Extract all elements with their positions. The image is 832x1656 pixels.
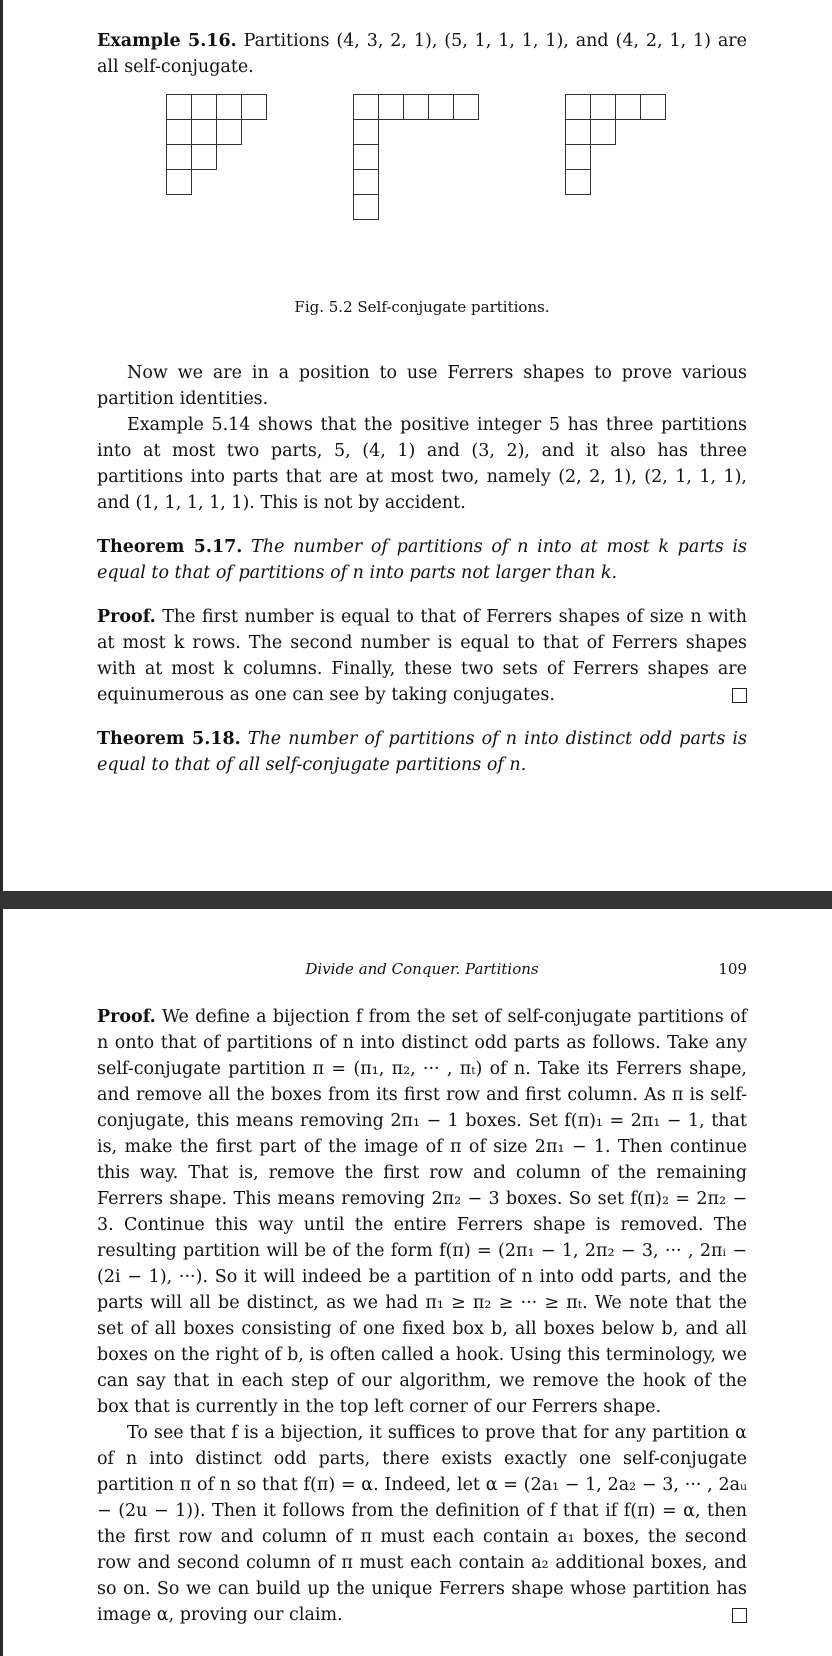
ferrers-box bbox=[191, 119, 217, 145]
ferrers-box bbox=[166, 169, 192, 195]
ferrers-box bbox=[590, 119, 616, 145]
proof-label: Proof. bbox=[97, 607, 156, 627]
ferrers-box bbox=[453, 94, 479, 120]
proof-theorem-5-18 bbox=[97, 1004, 747, 1420]
paragraph-example-5-14: Example 5.14 shows that the positive integer 5 has three partitions into at most two parts, 5, (4, 1) and (3, 2), and it also has three partitions into parts that are at most two, namely (2, 2, 1), (2, 1, 1, 1), and (1, 1, 1, 1, 1). This is not by accident. bbox=[97, 415, 747, 513]
ferrers-box bbox=[565, 119, 591, 145]
ferrers-box bbox=[353, 169, 379, 195]
ferrers-box bbox=[191, 144, 217, 170]
example-5-16 bbox=[97, 28, 747, 80]
proof2-label: Proof. bbox=[97, 1007, 156, 1027]
qed-icon bbox=[732, 1608, 747, 1623]
theorem-5-18-text: The number of partitions of n into distinct odd parts is equal to that of all self-conjugate partitions of n. bbox=[97, 729, 747, 775]
ferrers-box bbox=[565, 169, 591, 195]
figure-caption: Fig. 5.2 Self-conjugate partitions. bbox=[294, 298, 550, 316]
running-head bbox=[97, 960, 747, 986]
ferrers-box bbox=[565, 144, 591, 170]
ferrers-box bbox=[615, 94, 641, 120]
ferrers-box bbox=[428, 94, 454, 120]
page-upper bbox=[97, 28, 747, 778]
proof-theorem-5-17 bbox=[97, 604, 747, 708]
left-page-edge bbox=[0, 0, 3, 1656]
ferrers-box bbox=[403, 94, 429, 120]
page-lower bbox=[97, 960, 747, 1628]
ferrers-box bbox=[640, 94, 666, 120]
ferrers-box bbox=[191, 94, 217, 120]
paragraph-position: Now we are in a position to use Ferrers shapes to prove various partition identities. bbox=[97, 363, 747, 409]
ferrers-box bbox=[353, 144, 379, 170]
theorem-5-17-label: Theorem 5.17. bbox=[97, 537, 243, 557]
example-text: Partitions (4, 3, 2, 1), (5, 1, 1, 1, 1), and (4, 2, 1, 1) are all self-conjugate. bbox=[97, 31, 747, 77]
theorem-5-18-label: Theorem 5.18. bbox=[97, 729, 241, 749]
qed-icon bbox=[732, 688, 747, 703]
ferrers-box bbox=[166, 119, 192, 145]
figure-ferrers-shapes bbox=[97, 94, 747, 294]
ferrers-box bbox=[353, 119, 379, 145]
bijection-text: To see that f is a bijection, it suffices to prove that for any partition α of n into distinct odd parts, there exists exactly one self-conjugate partition π of n so that f(π) = α. Indeed, let α = (2a₁ − 1, 2a₂ − 3, ··· , 2aᵤ − (2u − 1)). Then it follows from the definition of f that if f(π) = α, then the first row and column of π must each contain a₁ boxes, the second row and second column of π must each contain a₂ additional boxes, and so on. So we can build up the unique Ferrers shape whose partition has image α, proving our claim. bbox=[97, 1423, 747, 1625]
theorem-5-17 bbox=[97, 534, 747, 586]
running-title: Divide and Conquer. Partitions bbox=[305, 960, 539, 978]
ferrers-box bbox=[353, 94, 379, 120]
page-divider bbox=[0, 891, 832, 909]
proof2-text: We define a bijection f from the set of self-conjugate partitions of n onto that of partitions of n into distinct odd parts as follows. Take any self-conjugate partition π = (π₁, π₂, ··· , πₜ) of n. Take its Ferrers shape, and remove all the boxes from its first row and first column. As π is self-conjugate, this means removing 2π₁ − 1 boxes. Set f(π)₁ = 2π₁ − 1, that is, make the first part of the image of π of size 2π₁ − 1. Then continue this way. That is, remove the first row and column of the remaining Ferrers shape. This means removing 2π₂ − 3 boxes. So set f(π)₂ = 2π₂ − 3. Continue this way until the entire Ferrers shape is removed. The resulting partition will be of the form f(π) = (2π₁ − 1, 2π₂ − 3, ··· , 2πᵢ − (2i − 1), ···). So it will indeed be a partition of n into odd parts, and the parts will all be distinct, as we had π₁ ≥ π₂ ≥ ··· ≥ πₜ. We note that the set of all boxes consisting of one fixed box b, all boxes below b, and all boxes on the right of b, is often called a hook. Using this terminology, we can say that in each step of our algorithm, we remove the hook of the box that is currently in the top left corner of our Ferrers shape. bbox=[97, 1007, 747, 1417]
ferrers-box bbox=[353, 194, 379, 220]
theorem-5-17-text: The number of partitions of n into at most k parts is equal to that of partitions of n into parts not larger than k. bbox=[97, 537, 747, 583]
page-number: 109 bbox=[718, 960, 747, 978]
ferrers-box bbox=[166, 94, 192, 120]
ferrers-box bbox=[241, 94, 267, 120]
ferrers-box bbox=[378, 94, 404, 120]
paragraph-bijection bbox=[97, 1420, 747, 1628]
ferrers-box bbox=[216, 94, 242, 120]
example-label: Example 5.16. bbox=[97, 31, 237, 51]
ferrers-box bbox=[590, 94, 616, 120]
ferrers-box bbox=[216, 119, 242, 145]
proof-text: The first number is equal to that of Ferrers shapes of size n with at most k rows. The second number is equal to that of Ferrers shapes with at most k columns. Finally, these two sets of Ferrers shapes are equinumerous as one can see by taking conjugates. bbox=[97, 607, 747, 705]
ferrers-box bbox=[565, 94, 591, 120]
theorem-5-18 bbox=[97, 726, 747, 778]
ferrers-box bbox=[166, 144, 192, 170]
